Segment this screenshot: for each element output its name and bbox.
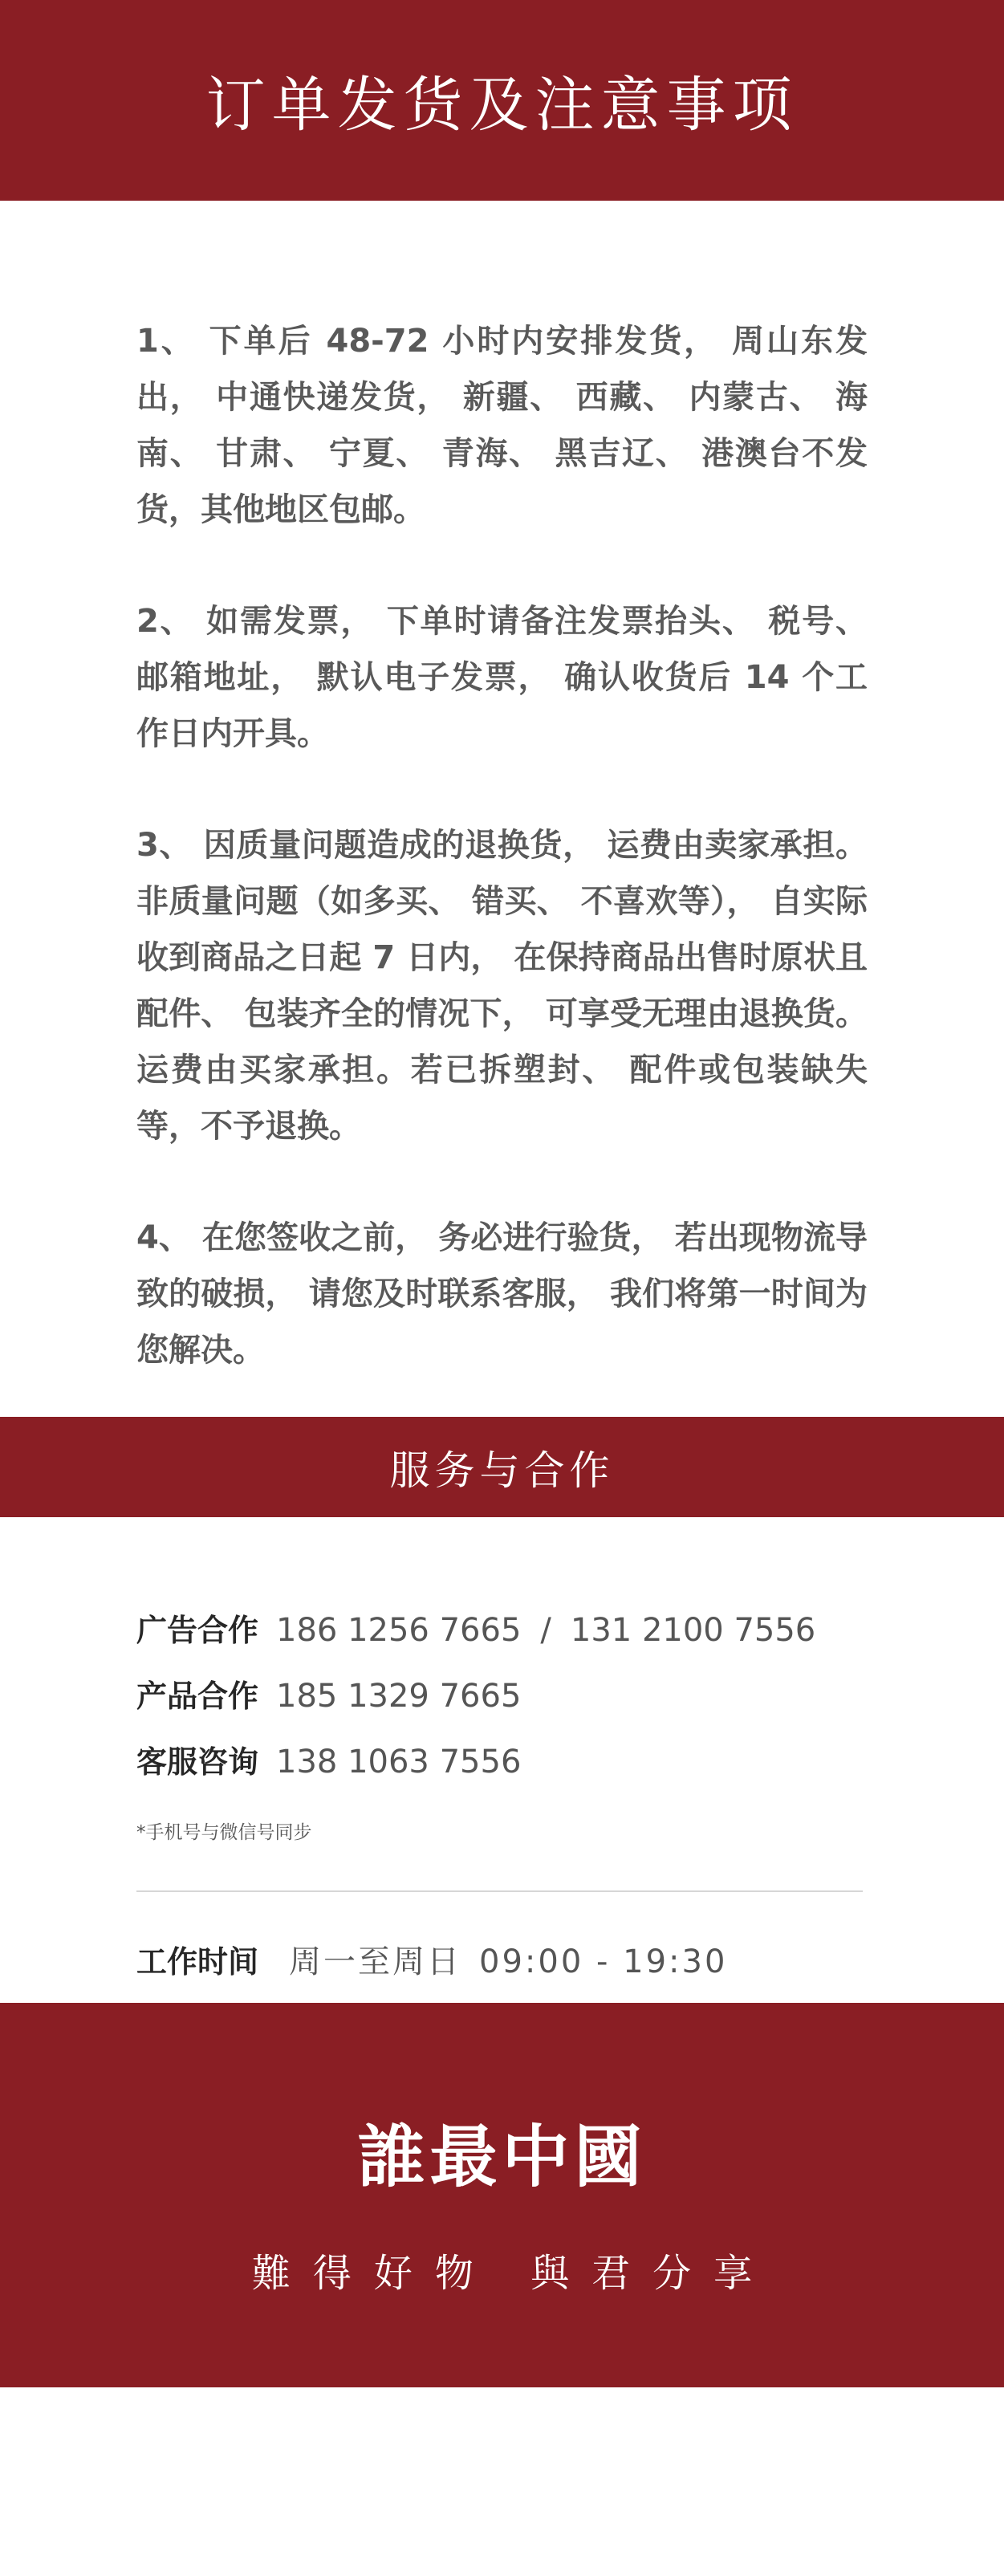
- brand-slogan: 難得好物 與君分享: [251, 2250, 775, 2296]
- contact-label: 产品合作: [136, 1679, 259, 1714]
- notice-item: 2、 如需发票， 下单时请备注发票抬头、 税号、 邮箱地址， 默认电子发票， 确认收货后 14 个工作日内开具。: [136, 603, 868, 752]
- brand-logo-text: 誰最中國: [357, 2116, 647, 2196]
- service-section-title: 服务与合作: [389, 1447, 615, 1494]
- brand-footer: [0, 2003, 1004, 2387]
- contact-row-customer-service: [136, 1737, 868, 1803]
- phone-number[interactable]: 138 1063 7556: [276, 1744, 522, 1780]
- working-hours-time: 09:00 - 19:30: [479, 1943, 728, 1980]
- divider: [136, 1890, 863, 1892]
- contact-label: 客服咨询: [136, 1744, 259, 1780]
- page-header: [0, 0, 1004, 201]
- working-hours: [136, 1936, 868, 1982]
- contact-label: 广告合作: [136, 1613, 259, 1648]
- wechat-note: *手机号与微信号同步: [136, 1822, 312, 1843]
- contact-section: [0, 1517, 1004, 2003]
- working-hours-days: 周一至周日: [289, 1943, 462, 1980]
- notice-list: [0, 201, 1004, 1417]
- working-hours-label: 工作时间: [136, 1944, 259, 1980]
- contact-row-product: [136, 1671, 868, 1737]
- phone-number[interactable]: 185 1329 7665: [276, 1678, 522, 1715]
- service-section-header: [0, 1417, 1004, 1517]
- notice-item: 4、 在您签收之前， 务必进行验货， 若出现物流导致的破损， 请您及时联系客服， 我们将第一时间为您解决。: [136, 1219, 868, 1369]
- separator: /: [540, 1612, 551, 1649]
- notice-item: 1、 下单后 48-72 小时内安排发货， 周山东发出， 中通快递发货， 新疆、 西藏、 内蒙古、 海南、 甘肃、 宁夏、 青海、 黑吉辽、 港澳台不发货，其他地区包邮。: [136, 323, 868, 528]
- phone-number[interactable]: 186 1256 7665: [276, 1612, 522, 1649]
- notice-item: 3、 因质量问题造成的退换货， 运费由卖家承担。非质量问题（如多买、 错买、 不喜欢等）， 自实际收到商品之日起 7 日内， 在保持商品出售时原状且配件、 包装齐全的情况下， 可享受无理由退换货。运费由买家承担。若已拆塑封、 配件或包装缺失等，不予退换。: [136, 827, 868, 1145]
- contact-row-advertising: [136, 1605, 868, 1671]
- page-title: 订单发货及注意事项: [205, 71, 799, 140]
- phone-number[interactable]: 131 2100 7556: [570, 1612, 816, 1649]
